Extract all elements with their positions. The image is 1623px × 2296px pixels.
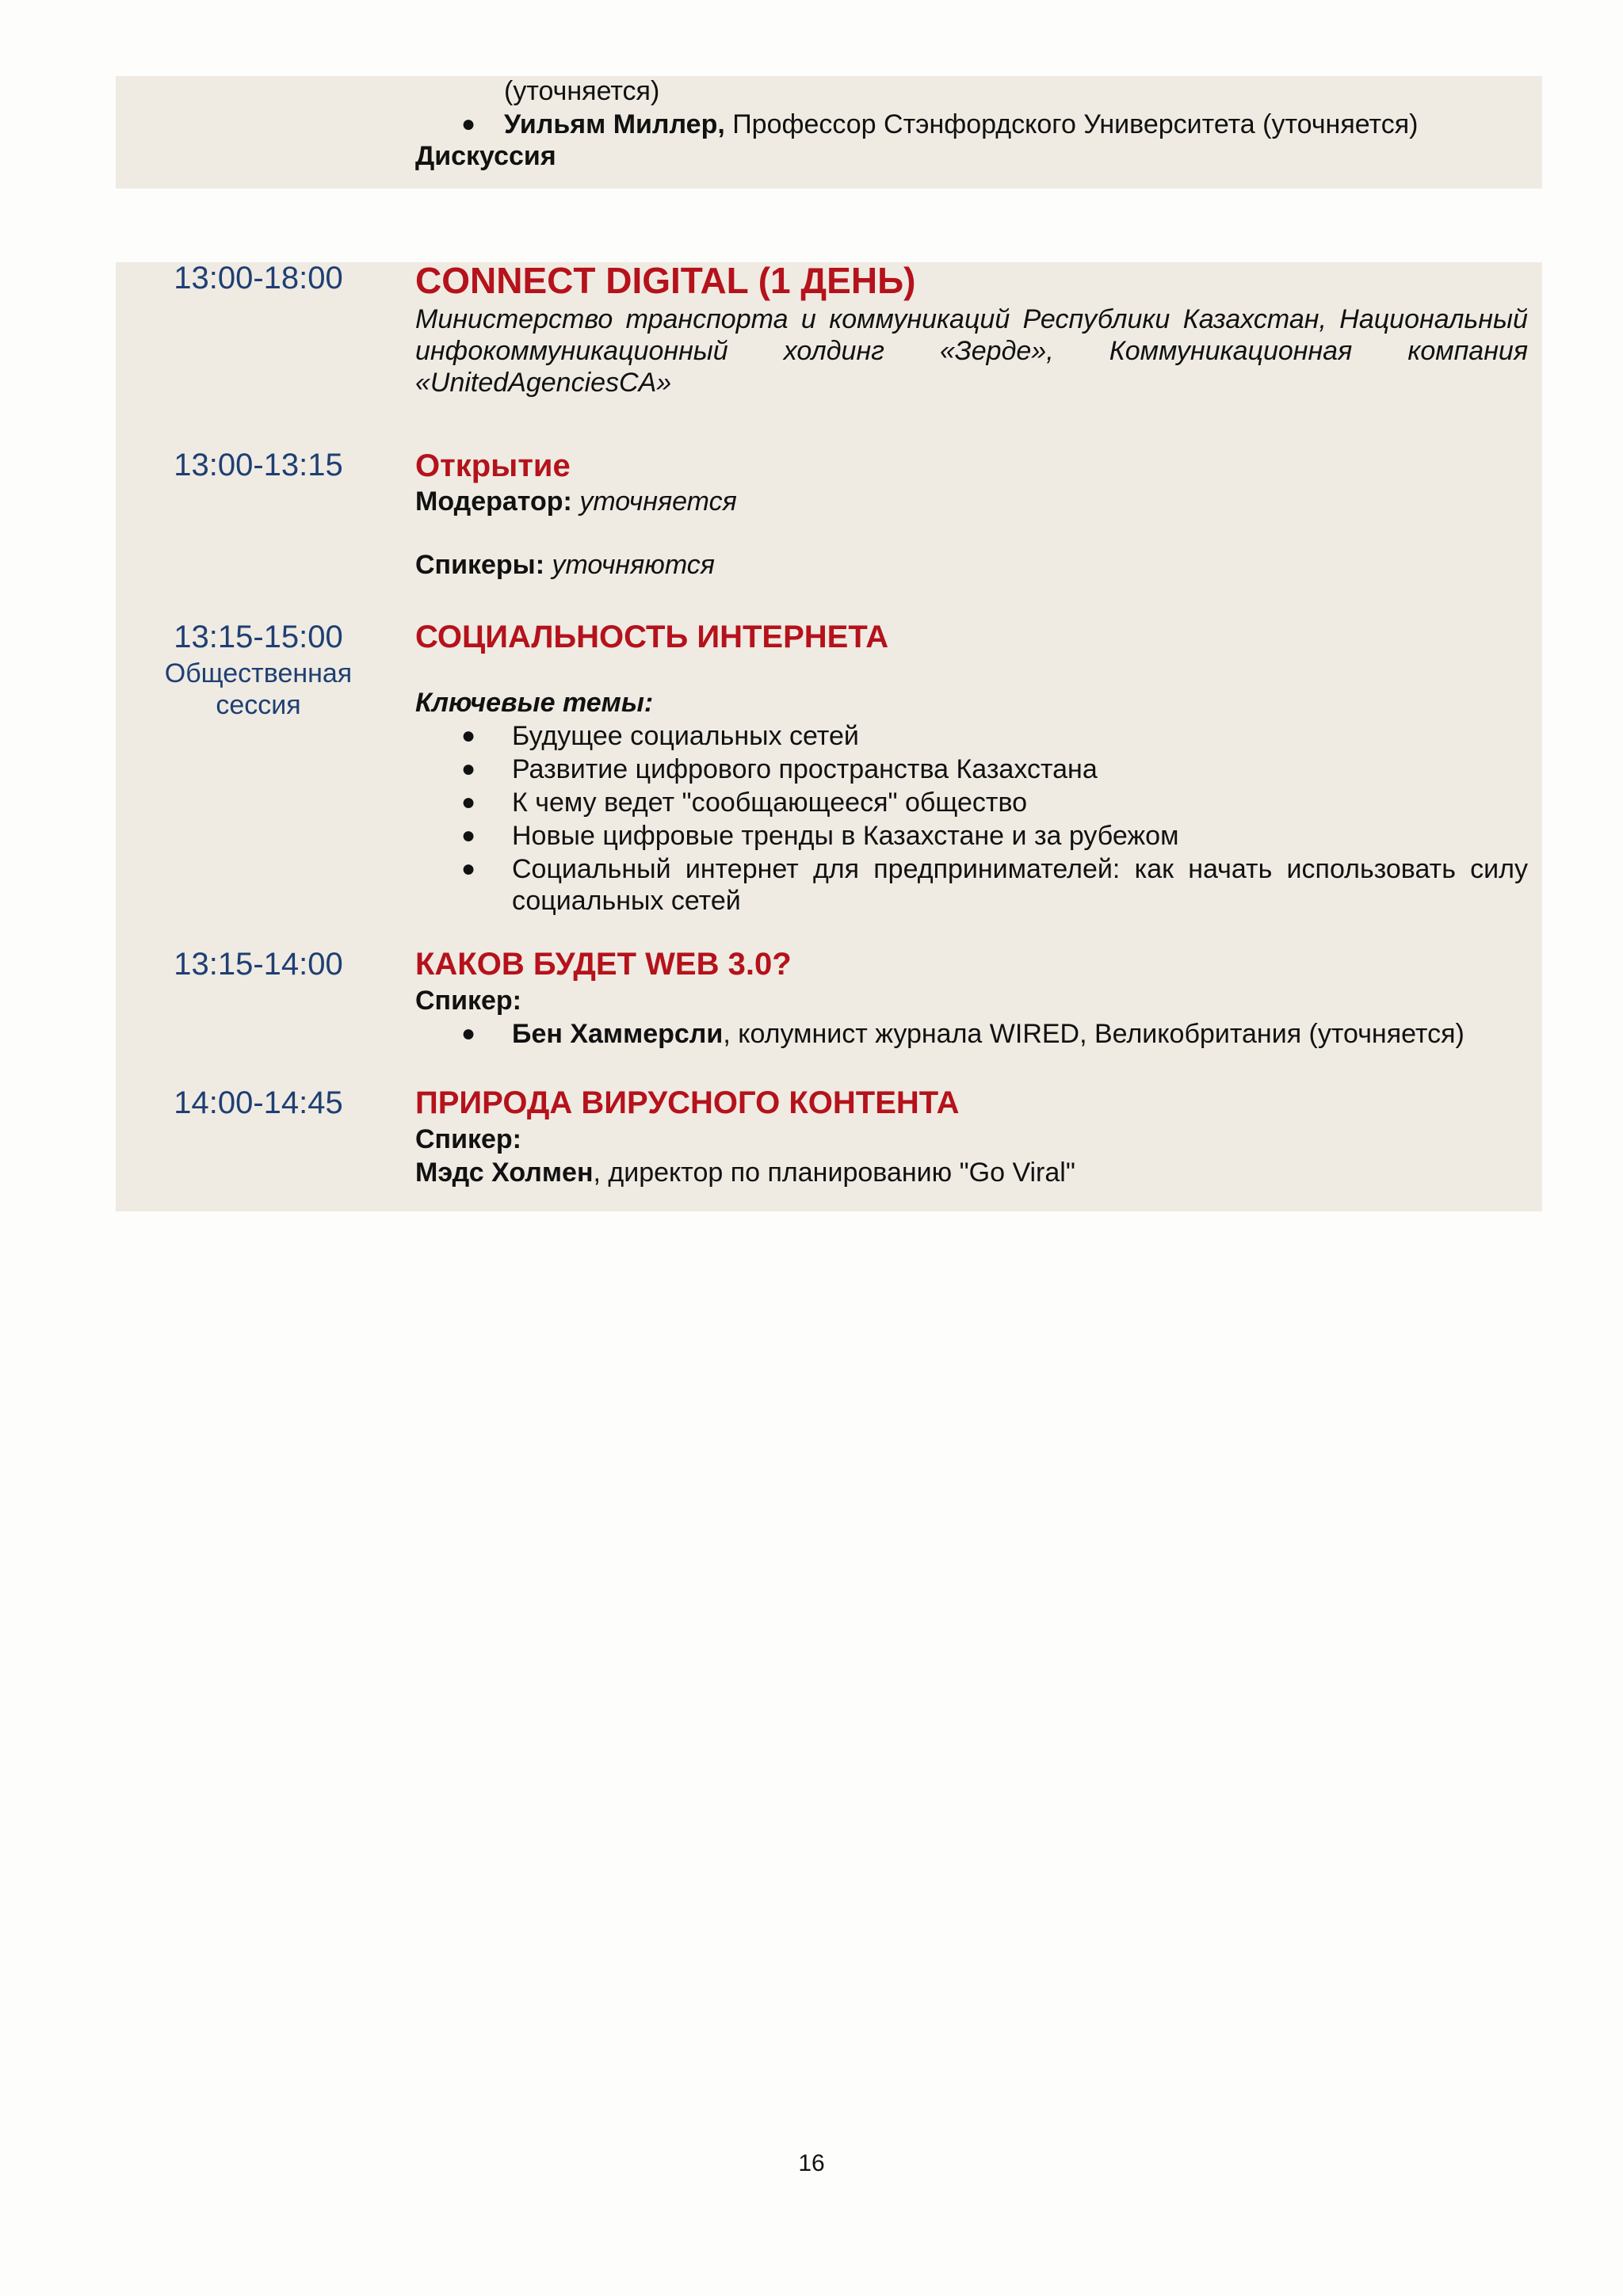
org-word: Министерство [415, 304, 613, 334]
session-title: КАКОВ БУДЕТ WEB 3.0? [415, 947, 792, 982]
speaker-name: Уильям Миллер, [504, 109, 725, 139]
topic-item: К чему ведет "сообщающееся" общество [512, 788, 1028, 818]
org-word: Коммуникационная [1109, 336, 1353, 366]
org-word: Республики [1022, 304, 1170, 334]
bullet-dot-icon: ● [461, 856, 476, 882]
organizers-line-1 [415, 303, 1528, 336]
topic-item-line-2: социальных сетей [512, 886, 741, 916]
session-title: CONNECT DIGITAL (1 ДЕНЬ) [415, 260, 916, 301]
org-word: инфокоммуникационный [415, 336, 728, 366]
topic-item-line-1 [512, 852, 1528, 886]
session-type: сессия [216, 690, 301, 720]
continued-text: (уточняется) [504, 76, 660, 106]
topics-label: Ключевые темы: [415, 688, 654, 718]
org-word: коммуникаций [829, 304, 1010, 334]
session-time: 13:00-18:00 [174, 261, 343, 296]
session-time: 13:15-15:00 [174, 620, 343, 654]
moderator-line [415, 485, 737, 518]
speaker-line [415, 1156, 1075, 1189]
bullet-dot-icon: ● [461, 111, 476, 137]
org-word: Национальный [1339, 304, 1528, 334]
page-number: 16 [798, 2150, 825, 2176]
org-word: холдинг [783, 336, 884, 366]
bullet-dot-icon: ● [461, 756, 476, 782]
discussion-label: Дискуссия [415, 141, 556, 171]
speakers-label: Спикеры: [415, 550, 545, 580]
org-word: транспорта [625, 304, 789, 334]
organizers-line-3: «UnitedAgenciesCA» [415, 368, 672, 398]
bullet-dot-icon: ● [461, 822, 476, 849]
speakers-line [415, 548, 715, 582]
moderator-label: Модератор: [415, 486, 572, 517]
speaker-line [504, 108, 1418, 141]
bullet-dot-icon: ● [461, 1020, 476, 1047]
topic-word: для [812, 854, 860, 884]
speaker-description: Профессор Стэнфордского Университета (уточняется) [724, 109, 1419, 139]
org-word: Казахстан, [1182, 304, 1327, 334]
topic-item: Будущее социальных сетей [512, 721, 859, 751]
bullet-dot-icon: ● [461, 789, 476, 815]
topic-word: как [1134, 854, 1174, 884]
speaker-line [512, 1017, 1465, 1051]
topic-word: использовать [1286, 854, 1456, 884]
speaker-label: Спикер: [415, 1124, 522, 1154]
speaker-name: Мэдс Холмен [415, 1158, 594, 1188]
moderator-value: уточняется [571, 486, 737, 517]
speaker-description: , колумнист журнала WIRED, Великобритания (уточняется) [723, 1019, 1465, 1049]
speaker-description: , директор по планированию "Go Viral" [593, 1158, 1075, 1188]
topic-word: начать [1188, 854, 1273, 884]
organizers-line-2 [415, 334, 1528, 368]
speaker-label: Спикер: [415, 986, 522, 1016]
speakers-value: уточняются [544, 550, 715, 580]
session-time: 14:00-14:45 [174, 1085, 343, 1120]
topic-item: Новые цифровые тренды в Казахстане и за рубежом [512, 821, 1179, 851]
org-word: компания [1407, 336, 1528, 366]
session-time: 13:00-13:15 [174, 448, 343, 482]
topic-word: предпринимателей: [873, 854, 1121, 884]
session-title: Открытие [415, 448, 571, 483]
session-type: Общественная [164, 658, 353, 688]
org-word: и [800, 304, 816, 334]
session-time: 13:15-14:00 [174, 947, 343, 982]
bullet-dot-icon: ● [461, 723, 476, 749]
topic-word: интернет [685, 854, 799, 884]
session-title: СОЦИАЛЬНОСТЬ ИНТЕРНЕТА [415, 620, 889, 654]
session-title: ПРИРОДА ВИРУСНОГО КОНТЕНТА [415, 1085, 960, 1120]
org-word: «Зерде», [940, 336, 1054, 366]
topic-item: Развитие цифрового пространства Казахстана [512, 754, 1098, 784]
topic-word: силу [1470, 854, 1528, 884]
speaker-name: Бен Хаммерсли [512, 1019, 724, 1049]
topic-word: Социальный [512, 854, 671, 884]
